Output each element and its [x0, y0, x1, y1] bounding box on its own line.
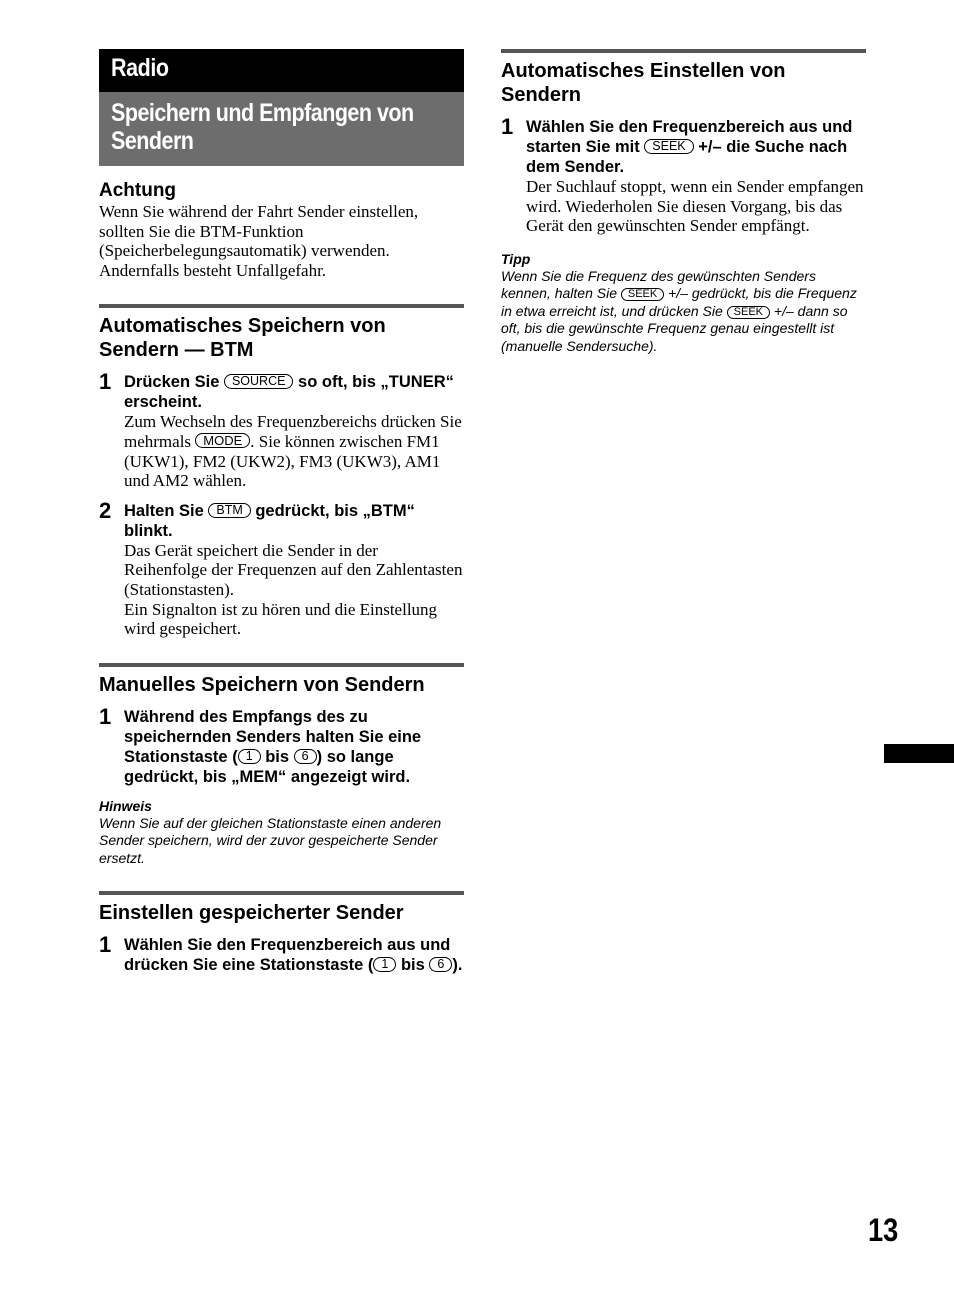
text: ).: [452, 956, 463, 975]
step-title: [124, 707, 464, 787]
seek-key: SEEK: [621, 288, 664, 301]
section-recall: [99, 891, 464, 975]
mode-key: MODE: [195, 433, 250, 448]
step-title: [124, 935, 464, 975]
step-title: [124, 501, 464, 541]
subtitle-bar: [99, 92, 464, 166]
caution-title: Achtung: [99, 180, 177, 201]
preset-key-1: 1: [373, 957, 396, 972]
btm-key: BTM: [208, 503, 250, 518]
step-body: Ein Signalton ist zu hören und die Einstellung wird gespeichert.: [124, 599, 438, 639]
right-column: [501, 49, 866, 355]
source-key: SOURCE: [224, 374, 293, 389]
text: Wenn Sie die Frequenz des gewünschten Senders kennen, halten Sie: [501, 267, 816, 302]
step-title: [526, 117, 866, 177]
text: bis: [260, 747, 294, 766]
recall-step-1: [99, 932, 464, 975]
chapter-title: Radio: [111, 54, 169, 82]
caution-text: Wenn Sie während der Fahrt Sender einstellen, sollten Sie die BTM-Funktion (Speicherbelegungsautomatik) verwenden. Andernfalls besteht Unfallgefahr.: [99, 202, 419, 280]
step-body: Das Gerät speichert die Sender in der Reihenfolge der Frequenzen auf den Zahlentasten (Stationstasten).: [124, 540, 463, 599]
text: Halten Sie: [124, 501, 209, 520]
note-text: Wenn Sie auf der gleichen Stationstaste einen anderen Sender speichern, wird der zuvor gespeicherte Sender ersetzt.: [99, 814, 442, 866]
section-title-recall: Einstellen gespeicherter Sender: [99, 902, 404, 925]
auto-tune-step-1: [501, 114, 866, 236]
text: so oft, bis „TUNER“ erscheint.: [124, 373, 454, 412]
preset-key-6: 6: [294, 749, 317, 764]
text: +/– gedrückt, bis die Frequenz in etwa erreicht ist, und drücken Sie: [501, 285, 857, 319]
section-auto-tune: [501, 49, 866, 355]
step-number: 1: [99, 932, 112, 958]
section-title-manual: Manuelles Speichern von Sendern: [99, 673, 425, 696]
seek-key: SEEK: [727, 306, 770, 319]
text: . Sie können zwischen FM1 (UKW1), FM2 (UKW2), FM3 (UKW3), AM1 und AM2 wählen.: [124, 431, 441, 491]
step-body: Der Suchlauf stoppt, wenn ein Sender empfangen wird. Wiederholen Sie diesen Vorgang, bis das Gerät den gewünschten Sender empfängt.: [526, 177, 864, 236]
step-number: 1: [99, 703, 112, 729]
text: Wählen Sie den Frequenzbereich aus und drücken Sie eine Stationstaste (: [124, 936, 451, 975]
text: Wählen Sie den Frequenzbereich aus und starten Sie mit: [526, 118, 853, 156]
step-number: 1: [99, 369, 112, 395]
step-body: [124, 412, 464, 490]
note-title: Hinweis: [99, 797, 152, 814]
section-manual: [99, 663, 464, 868]
section-title-btm: Automatisches Speichern von Sendern — BTM: [99, 315, 386, 362]
section-title-auto-tune: Automatisches Einstellen von Sendern: [501, 60, 786, 106]
text: +/– dann so oft, bis die gewünschte Frequenz genau eingestellt ist (manuelle Sendersuche).: [501, 302, 848, 354]
step-title: [124, 372, 464, 412]
text: Zum Wechseln des Frequenzbereichs drücken Sie mehrmals: [124, 412, 462, 451]
manual-step-1: [99, 703, 464, 787]
text: Während des Empfangs des zu speichernden Senders halten Sie eine Stationstaste (: [124, 707, 422, 766]
chapter-bar: [99, 49, 464, 92]
text: bis: [396, 956, 430, 975]
page-subtitle: Speichern und Empfangen von Sendern: [111, 99, 414, 155]
page-number: 13: [868, 1212, 899, 1248]
step-number: 2: [99, 497, 112, 523]
section-btm: [99, 304, 464, 638]
preset-key-6: 6: [429, 957, 452, 972]
text: ) so lange gedrückt, bis „MEM“ angezeigt wird.: [124, 747, 411, 786]
preset-key-1: 1: [238, 749, 261, 764]
text: gedrückt, bis „BTM“ blinkt.: [124, 501, 415, 540]
step-number: 1: [501, 114, 514, 139]
text: +/– die Suche nach dem Sender.: [526, 138, 848, 176]
btm-step-2: [99, 497, 464, 639]
section-tab-marker: [884, 744, 954, 763]
tip-text: [501, 268, 866, 356]
text: Drücken Sie: [124, 373, 224, 392]
tip-title: Tipp: [501, 250, 531, 267]
btm-step-1: [99, 369, 464, 491]
seek-key: SEEK: [644, 139, 693, 154]
left-column: [99, 49, 464, 975]
